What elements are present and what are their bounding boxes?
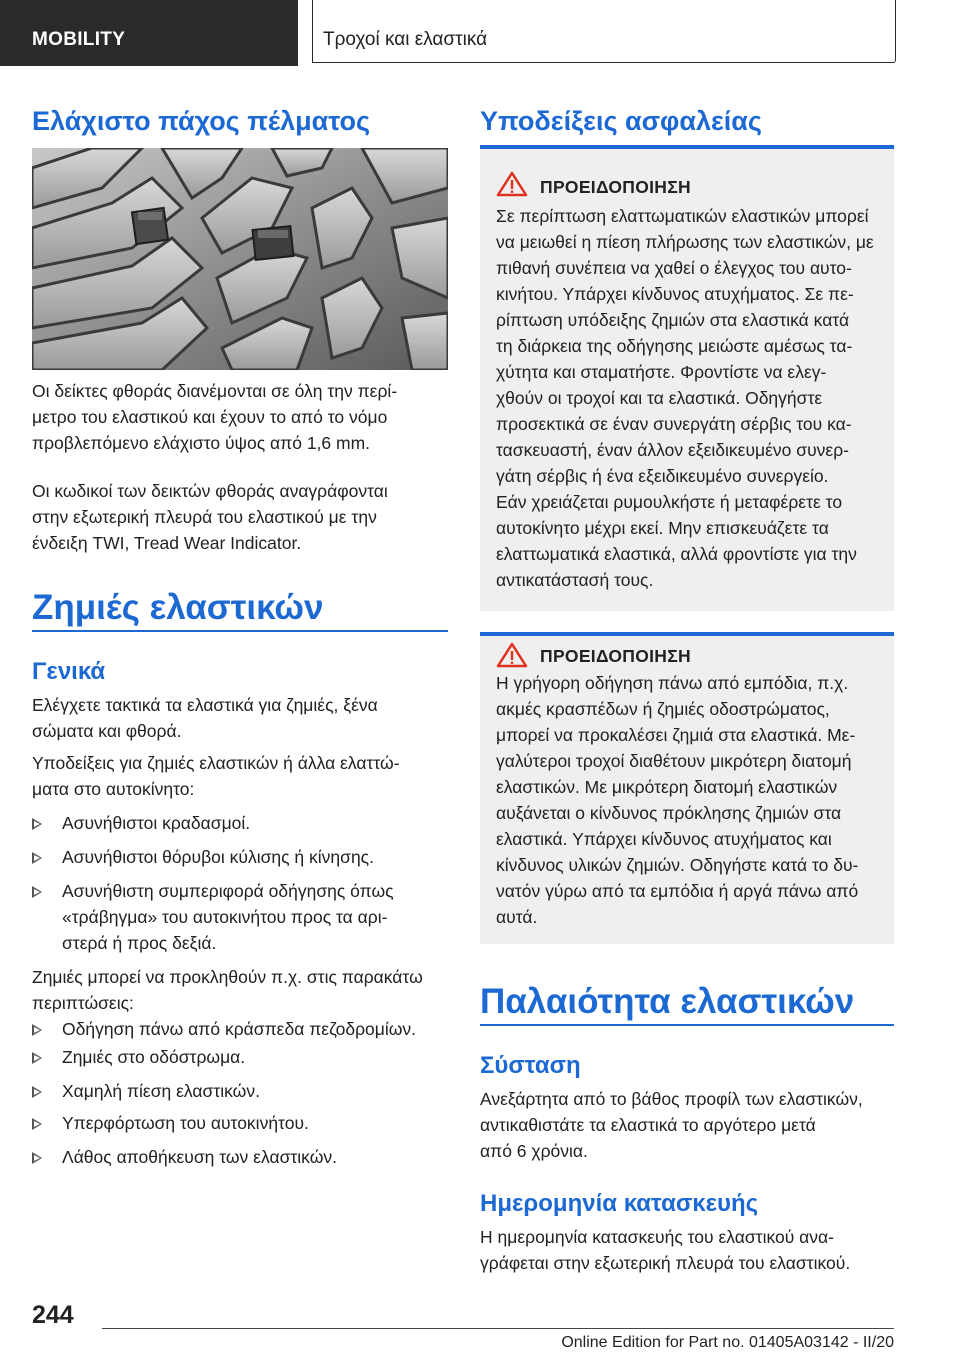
warning-triangle-icon [496,171,528,197]
heading-rule [32,630,448,632]
tread-paragraph-1: Οι δείκτες φθοράς διανέμονται σε όλη την περί- μετρο του ελαστικού και έχουν το από το νόμο προβλεπόμενο ελάχιστο ύψος από 1,6 mm. [32,381,398,453]
tread-paragraph-2: Οι κωδικοί των δεικτών φθοράς αναγράφονται στην εξωτερική πλευρά του ελαστικού με την ένδειξη TWI, Tread Wear Indicator. [32,481,388,553]
warning-text: Σε περίπτωση ελαττωματικών ελαστικών μπορεί να μειωθεί η πίεση πλήρωσης των ελαστικών, με πιθανή συνέπεια να χαθεί ο έλεγχος του αυτο- κινήτου. Υπάρχει κίνδυνος ατυχήματος. Σε πε- ρίπτωση υπόδειξης ζημιών στα ελαστικά κατά τη διάρκεια της οδήγησης μειώστε αμέσως τα- χύτητα και σταματήστε. Φροντίστε να ελεγ- χθούν οι τροχοί και τα ελαστικά. Οδηγήστε προσεκτικά σε έναν συνεργάτη σέρβις του κα- τασκευαστή, έναν άλλον εξειδικευμένο συνερ- γάτη σέρβις ή ένα εξειδικευμένο συνεργείο. Εάν χρειάζεται ρυμουλκήστε ή μεταφέρετε το αυτοκίνητο μέχρι εκεί. Μην επισκευάζετε τα ελαττωματικά ελαστικά, αλλά φροντίστε για την αντικατάστασή τους. [496,206,874,590]
chapter-title: Τροχοί και ελαστικά [323,29,488,50]
triangle-bullet-icon [32,852,42,864]
heading-rule [480,1024,894,1026]
recommendation-text: Ανεξάρτητα από το βάθος προφίλ των ελαστικών, αντικαθιστάτε τα ελαστικά το αργότερο μετά από 6 χρόνια. [480,1089,863,1161]
tread-wear-indicator-photo [32,148,448,370]
causes-intro: Ζημιές μπορεί να προκληθούν π.χ. στις παρακάτω περιπτώσεις: [32,967,423,1013]
manufacture-date-text: Η ημερομηνία κατασκευής του ελαστικού ανα- γράφεται στην εξωτερική πλευρά του ελαστικού. [480,1227,851,1273]
warning-triangle-icon [496,642,528,668]
safety-notes-heading: Υποδείξεις ασφαλείας [480,106,762,136]
tire-tread-image [32,148,448,370]
section-tab [0,0,298,66]
tire-damage-heading: Ζημιές ελαστικών [32,588,324,627]
tire-age-heading: Παλαιότητα ελαστικών [480,982,855,1021]
triangle-bullet-icon [32,1118,42,1130]
triangle-bullet-icon [32,1024,42,1036]
warning-title: ΠΡΟΕΙΔΟΠΟΙΗΣΗ [540,646,691,666]
manufacture-date-heading: Ημερομηνία κατασκευής [480,1190,759,1217]
tread-heading: Ελάχιστο πάχος πέλματος [32,106,371,136]
triangle-bullet-icon [32,818,42,830]
warning-box-1 [480,145,894,611]
triangle-bullet-icon [32,1052,42,1064]
recommendation-heading: Σύσταση [480,1052,581,1079]
warning-title: ΠΡΟΕΙΔΟΠΟΙΗΣΗ [540,177,691,197]
page-header [0,0,960,66]
triangle-bullet-icon [32,1086,42,1098]
section-tab-label: MOBILITY [32,29,126,50]
footer-rule [102,1328,894,1329]
triangle-bullet-icon [32,886,42,898]
triangle-bullet-icon [32,1152,42,1164]
warning-box-2 [480,632,894,944]
general-paragraph-2: Υποδείξεις για ζημιές ελαστικών ή άλλα ελαττώ- ματα στο αυτοκίνητο: [32,753,400,799]
chapter-title-box [312,0,896,63]
general-paragraph-1: Ελέγχετε τακτικά τα ελαστικά για ζημιές, ξένα σώματα και φθορά. [32,695,378,741]
general-heading: Γενικά [32,658,106,685]
warning-text: Η γρήγορη οδήγηση πάνω από εμπόδια, π.χ. ακμές κρασπέδων ή ζημιές οδοστρώματος, μπορεί να προκαλέσει ζημιά στα ελαστικά. Με- γαλύτεροι τροχοί διαθέτουν μικρότερη διατομή ελαστικών. Με μικρότερη διατομή ελαστικών αυξάνεται ο κίνδυνος πρόκλησης ζημιών στα ελαστικά. Υπάρχει κίνδυνος ατυχήματος και κίνδυνος υλικών ζημιών. Οδηγήστε κατά το δυ- νατόν γύρω από τα εμπόδια ή αργά πάνω από αυτά. [496,673,859,927]
page-number: 244 [32,1301,74,1329]
edition-note: Online Edition for Part no. 01405A03142 - II/20 [561,1334,894,1351]
